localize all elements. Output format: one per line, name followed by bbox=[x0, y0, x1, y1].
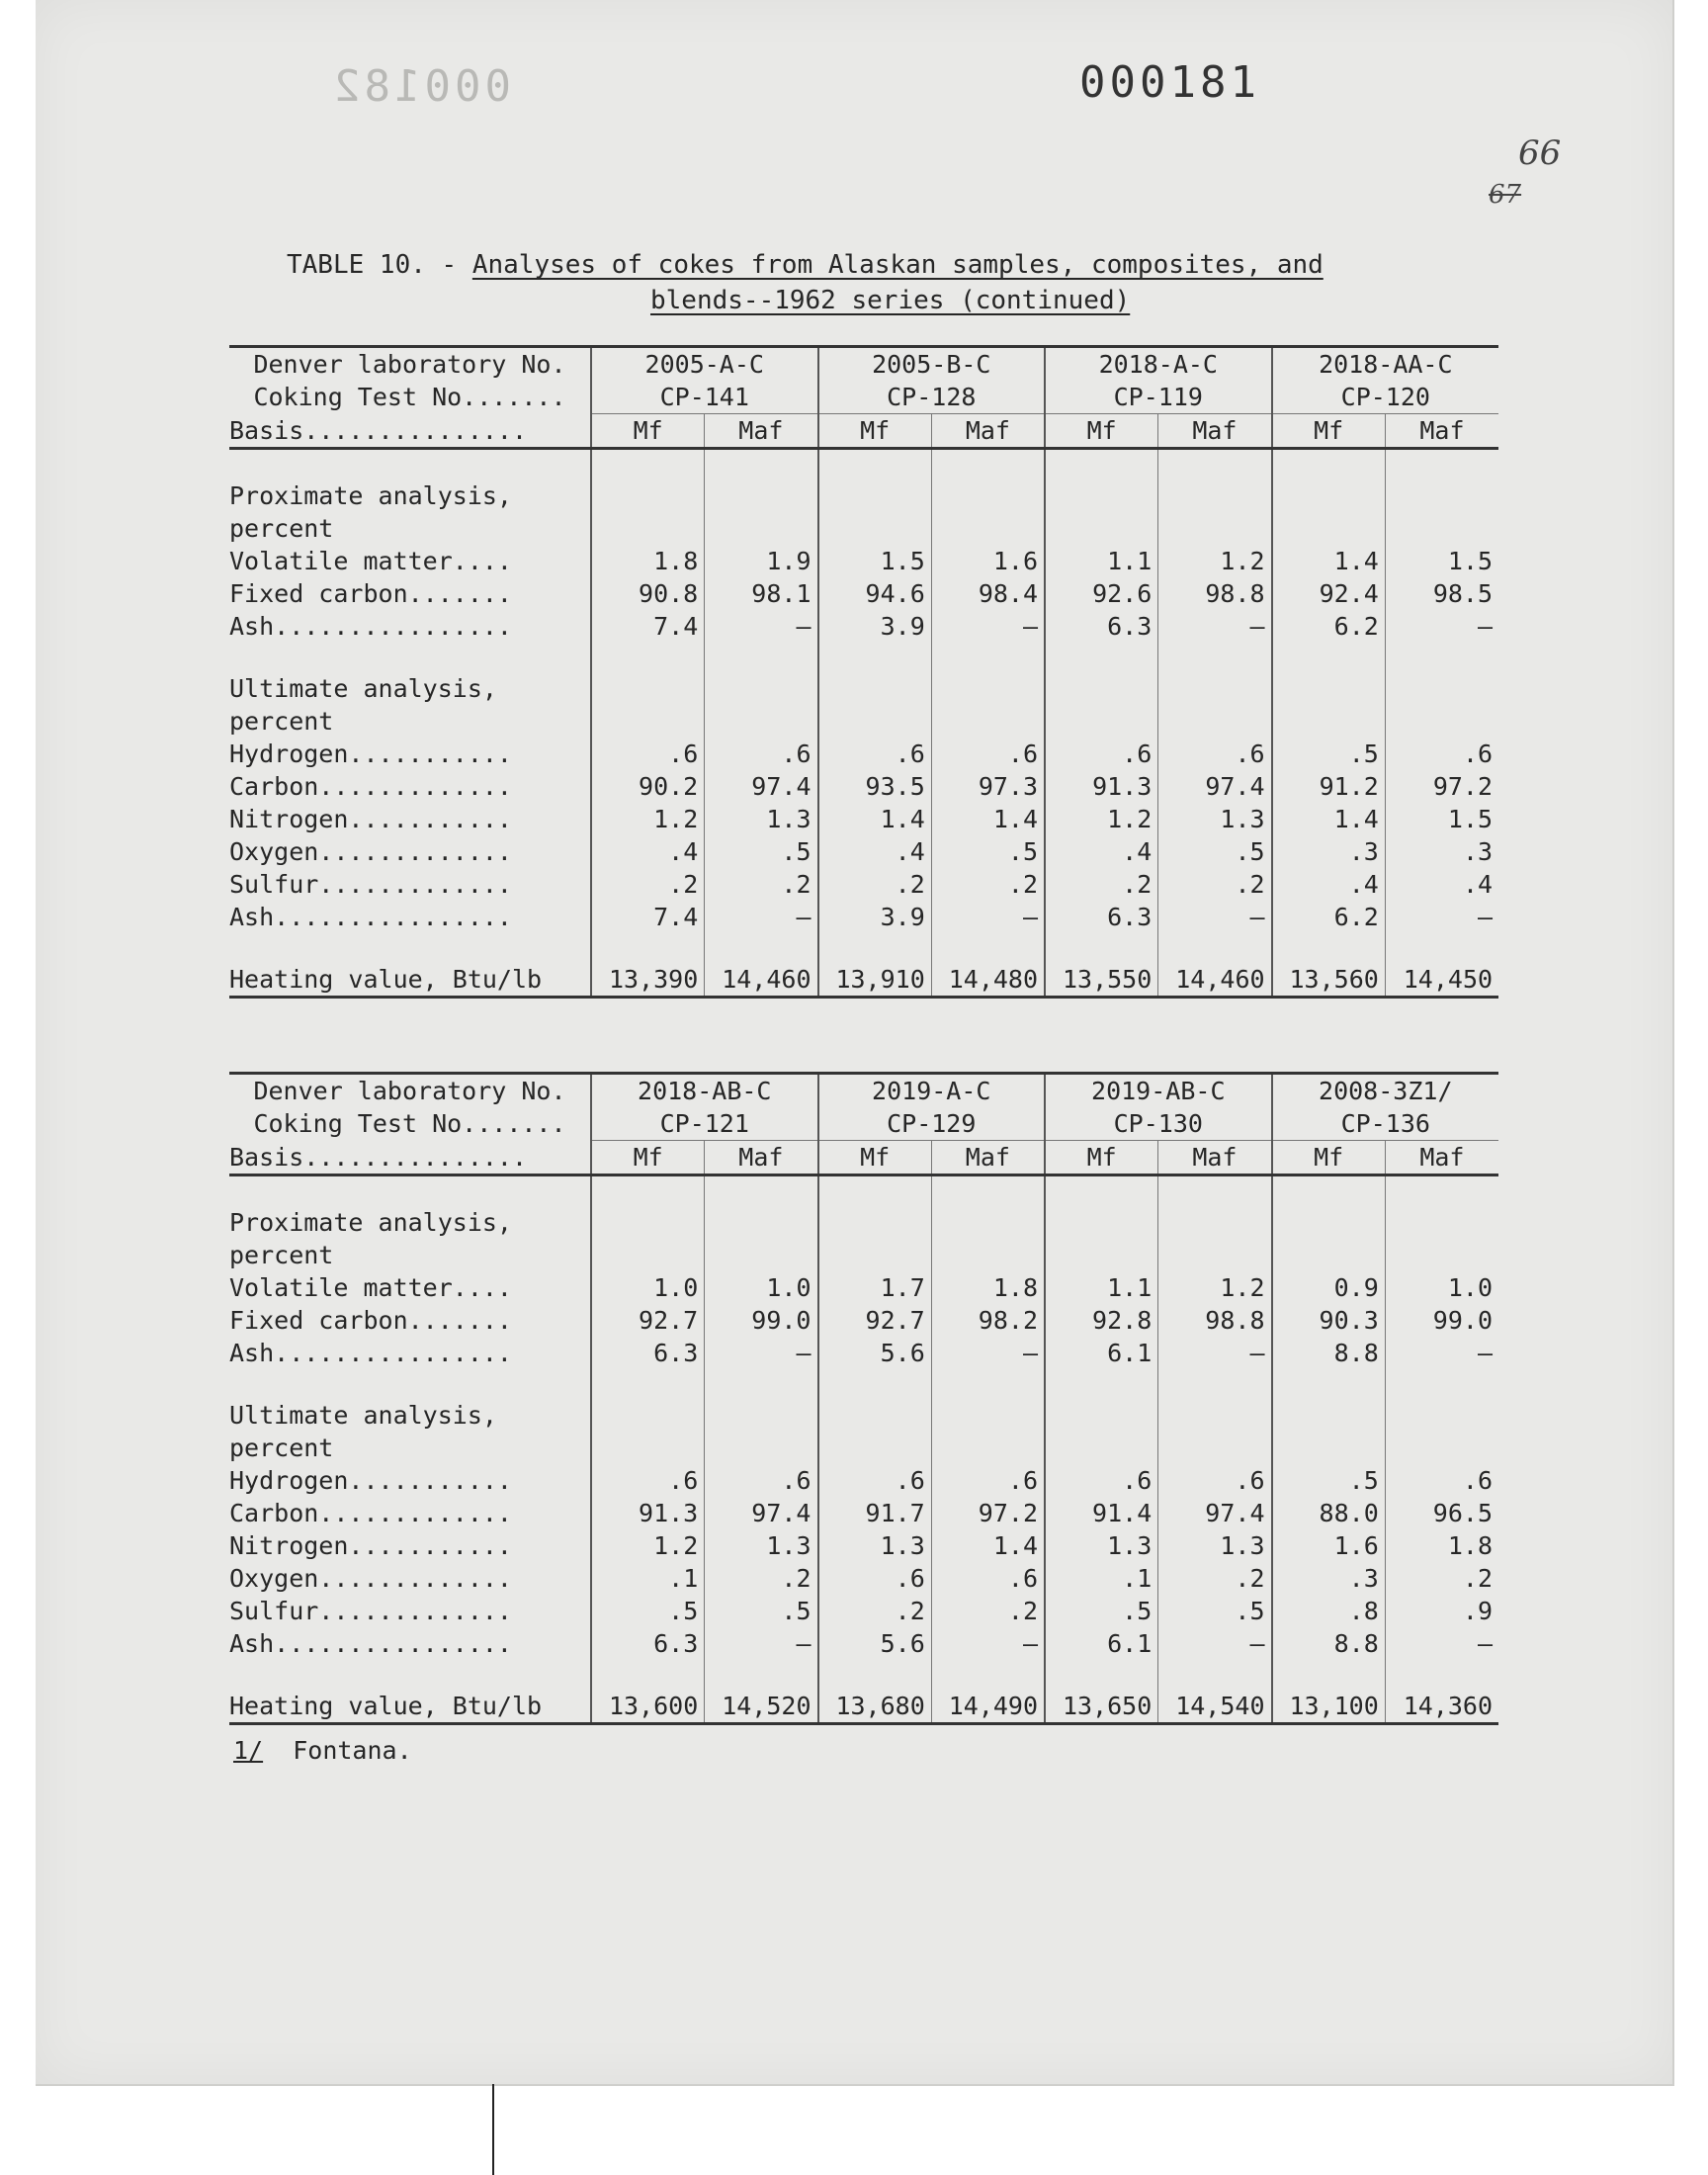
value-cell: .6 bbox=[931, 1562, 1045, 1595]
data-row-fixed-carbon bbox=[229, 577, 1498, 610]
section-label-percent: percent bbox=[229, 1241, 334, 1269]
value-cell: 1.4 bbox=[1272, 545, 1386, 577]
footnote-text: Fontana. bbox=[293, 1736, 412, 1765]
value-cell: 1.2 bbox=[1158, 1271, 1272, 1304]
value-cell: .4 bbox=[1385, 868, 1498, 901]
value-cell: 90.2 bbox=[591, 770, 705, 803]
value-cell: .2 bbox=[591, 868, 705, 901]
value-cell: .2 bbox=[931, 1595, 1045, 1627]
basis-mf: Mf bbox=[591, 414, 705, 449]
value-cell: 98.1 bbox=[705, 577, 818, 610]
value-cell: 8.8 bbox=[1272, 1627, 1386, 1660]
value-cell: — bbox=[705, 1627, 818, 1660]
value-cell: 14,520 bbox=[705, 1690, 818, 1724]
value-cell: .4 bbox=[818, 835, 932, 868]
group-test-number: CP-141 bbox=[591, 381, 818, 414]
row-label-ash: Ash................ bbox=[229, 1629, 512, 1658]
group-test-number: CP-120 bbox=[1272, 381, 1499, 414]
row-label-ash: Ash................ bbox=[229, 1339, 512, 1367]
value-cell: 99.0 bbox=[705, 1304, 818, 1337]
value-cell: — bbox=[931, 610, 1045, 643]
value-cell: .6 bbox=[1385, 738, 1498, 770]
row-label-volatile-matter: Volatile matter.... bbox=[229, 547, 512, 575]
value-cell: 1.8 bbox=[931, 1271, 1045, 1304]
basis-maf: Maf bbox=[1385, 1141, 1498, 1175]
value-cell: .6 bbox=[1158, 1464, 1272, 1497]
value-cell: 1.4 bbox=[931, 803, 1045, 835]
table-title-line2: blends--1962 series (continued) bbox=[650, 286, 1131, 315]
basis-mf: Mf bbox=[591, 1141, 705, 1175]
value-cell: .3 bbox=[1385, 835, 1498, 868]
value-cell: .5 bbox=[591, 1595, 705, 1627]
table-title bbox=[287, 247, 1423, 318]
value-cell: 14,460 bbox=[1158, 963, 1272, 998]
value-cell: 1.3 bbox=[1158, 803, 1272, 835]
value-cell: .2 bbox=[1158, 1562, 1272, 1595]
value-cell: 98.4 bbox=[931, 577, 1045, 610]
value-cell: 96.5 bbox=[1385, 1497, 1498, 1529]
value-cell: .5 bbox=[705, 1595, 818, 1627]
value-cell: 1.5 bbox=[818, 545, 932, 577]
value-cell: — bbox=[1385, 1337, 1498, 1369]
label-lab-number: Denver laboratory No. bbox=[229, 1074, 591, 1108]
value-cell: 6.1 bbox=[1045, 1337, 1158, 1369]
section-row-ultimate bbox=[229, 672, 1498, 705]
row-label-nitrogen: Nitrogen........... bbox=[229, 1531, 512, 1560]
group-test-number: CP-128 bbox=[818, 381, 1046, 414]
value-cell: 99.0 bbox=[1385, 1304, 1498, 1337]
value-cell: 1.5 bbox=[1385, 545, 1498, 577]
value-cell: 91.7 bbox=[818, 1497, 932, 1529]
value-cell: 1.9 bbox=[705, 545, 818, 577]
header-row-lab-number bbox=[229, 347, 1498, 382]
value-cell: — bbox=[705, 610, 818, 643]
value-cell: .6 bbox=[705, 1464, 818, 1497]
value-cell: — bbox=[1158, 610, 1272, 643]
value-cell: 92.6 bbox=[1045, 577, 1158, 610]
basis-mf: Mf bbox=[818, 1141, 932, 1175]
value-cell: 1.0 bbox=[1385, 1271, 1498, 1304]
data-row-sulfur bbox=[229, 1595, 1498, 1627]
value-cell: .5 bbox=[931, 835, 1045, 868]
value-cell: 1.1 bbox=[1045, 545, 1158, 577]
row-label-ash: Ash................ bbox=[229, 612, 512, 641]
value-cell: 6.1 bbox=[1045, 1627, 1158, 1660]
value-cell: .2 bbox=[818, 868, 932, 901]
value-cell: 5.6 bbox=[818, 1337, 932, 1369]
value-cell: 14,540 bbox=[1158, 1690, 1272, 1724]
data-row-volatile-matter bbox=[229, 545, 1498, 577]
value-cell: .6 bbox=[1045, 738, 1158, 770]
coke-analysis-table-2 bbox=[229, 1072, 1498, 1725]
section-label-proximate: Proximate analysis, bbox=[229, 481, 512, 510]
header-row-lab-number bbox=[229, 1074, 1498, 1108]
value-cell: 97.4 bbox=[1158, 1497, 1272, 1529]
value-cell: 6.3 bbox=[591, 1337, 705, 1369]
value-cell: 1.8 bbox=[1385, 1529, 1498, 1562]
data-row-ash-ultimate bbox=[229, 1627, 1498, 1660]
row-label-heating-value: Heating value, Btu/lb bbox=[229, 963, 591, 998]
value-cell: 3.9 bbox=[818, 901, 932, 933]
value-cell: 13,100 bbox=[1272, 1690, 1386, 1724]
basis-mf: Mf bbox=[1045, 1141, 1158, 1175]
group-lab-number: 2018-AA-C bbox=[1272, 347, 1499, 382]
section-label-ultimate: Ultimate analysis, bbox=[229, 674, 497, 703]
value-cell: .9 bbox=[1385, 1595, 1498, 1627]
section-row-percent bbox=[229, 705, 1498, 738]
group-test-number: CP-130 bbox=[1045, 1107, 1272, 1141]
value-cell: 1.4 bbox=[818, 803, 932, 835]
value-cell: 1.3 bbox=[1158, 1529, 1272, 1562]
handwritten-page-number: 66 bbox=[1518, 133, 1562, 173]
data-row-oxygen bbox=[229, 1562, 1498, 1595]
group-lab-number: 2018-A-C bbox=[1045, 347, 1272, 382]
value-cell: .6 bbox=[591, 738, 705, 770]
row-label-hydrogen: Hydrogen........... bbox=[229, 1466, 512, 1495]
table-title-lead: TABLE 10. - bbox=[287, 250, 472, 280]
value-cell: 7.4 bbox=[591, 610, 705, 643]
data-row-heating-value bbox=[229, 1690, 1498, 1724]
row-label-fixed-carbon: Fixed carbon....... bbox=[229, 579, 512, 608]
value-cell: 6.3 bbox=[1045, 610, 1158, 643]
value-cell: 98.8 bbox=[1158, 577, 1272, 610]
value-cell: 1.0 bbox=[591, 1271, 705, 1304]
value-cell: 97.2 bbox=[1385, 770, 1498, 803]
value-cell: 14,480 bbox=[931, 963, 1045, 998]
value-cell: — bbox=[931, 1627, 1045, 1660]
value-cell: 1.5 bbox=[1385, 803, 1498, 835]
basis-maf: Maf bbox=[1158, 414, 1272, 449]
value-cell: 92.7 bbox=[591, 1304, 705, 1337]
value-cell: 1.8 bbox=[591, 545, 705, 577]
header-row-basis bbox=[229, 414, 1498, 449]
value-cell: 1.4 bbox=[1272, 803, 1386, 835]
page-stamp-number: 000181 bbox=[1079, 57, 1260, 108]
value-cell: 90.8 bbox=[591, 577, 705, 610]
value-cell: 6.2 bbox=[1272, 610, 1386, 643]
data-row-carbon bbox=[229, 770, 1498, 803]
group-test-number: CP-129 bbox=[818, 1107, 1046, 1141]
row-label-volatile-matter: Volatile matter.... bbox=[229, 1273, 512, 1302]
basis-mf: Mf bbox=[1272, 1141, 1386, 1175]
value-cell: .6 bbox=[818, 738, 932, 770]
basis-mf: Mf bbox=[1045, 414, 1158, 449]
table-title-line1: Analyses of cokes from Alaskan samples, composites, and bbox=[471, 250, 1324, 280]
value-cell: 14,360 bbox=[1385, 1690, 1498, 1724]
value-cell: .6 bbox=[818, 1464, 932, 1497]
basis-maf: Maf bbox=[1158, 1141, 1272, 1175]
value-cell: 1.3 bbox=[705, 1529, 818, 1562]
value-cell: 92.7 bbox=[818, 1304, 932, 1337]
footnote-mark: 1/ bbox=[233, 1736, 264, 1765]
data-row-volatile-matter bbox=[229, 1271, 1498, 1304]
value-cell: 1.0 bbox=[705, 1271, 818, 1304]
group-test-number: CP-119 bbox=[1045, 381, 1272, 414]
row-label-carbon: Carbon............. bbox=[229, 772, 512, 801]
value-cell: — bbox=[1158, 1627, 1272, 1660]
value-cell: 6.3 bbox=[591, 1627, 705, 1660]
section-row-proximate bbox=[229, 1206, 1498, 1239]
value-cell: .2 bbox=[705, 868, 818, 901]
section-label-percent: percent bbox=[229, 1434, 334, 1462]
value-cell: 1.6 bbox=[931, 545, 1045, 577]
data-row-fixed-carbon bbox=[229, 1304, 1498, 1337]
value-cell: 8.8 bbox=[1272, 1337, 1386, 1369]
value-cell: 92.4 bbox=[1272, 577, 1386, 610]
value-cell: 13,910 bbox=[818, 963, 932, 998]
value-cell: 14,450 bbox=[1385, 963, 1498, 998]
basis-mf: Mf bbox=[1272, 414, 1386, 449]
section-row-percent bbox=[229, 512, 1498, 545]
value-cell: 14,460 bbox=[705, 963, 818, 998]
section-label-percent: percent bbox=[229, 707, 334, 736]
data-row-ash-ultimate bbox=[229, 901, 1498, 933]
value-cell: .6 bbox=[591, 1464, 705, 1497]
value-cell: 91.4 bbox=[1045, 1497, 1158, 1529]
value-cell: 13,680 bbox=[818, 1690, 932, 1724]
section-row-percent bbox=[229, 1432, 1498, 1464]
data-row-ash-proximate bbox=[229, 610, 1498, 643]
data-row-ash-proximate bbox=[229, 1337, 1498, 1369]
value-cell: .2 bbox=[931, 868, 1045, 901]
basis-maf: Maf bbox=[705, 1141, 818, 1175]
value-cell: 7.4 bbox=[591, 901, 705, 933]
value-cell: 1.3 bbox=[818, 1529, 932, 1562]
value-cell: 13,650 bbox=[1045, 1690, 1158, 1724]
header-row-test-number bbox=[229, 381, 1498, 414]
basis-maf: Maf bbox=[1385, 414, 1498, 449]
row-label-carbon: Carbon............. bbox=[229, 1499, 512, 1527]
bleed-through-stamp: 000182 bbox=[330, 61, 511, 112]
basis-maf: Maf bbox=[705, 414, 818, 449]
value-cell: .1 bbox=[591, 1562, 705, 1595]
value-cell: 13,390 bbox=[591, 963, 705, 998]
group-lab-number: 2005-A-C bbox=[591, 347, 818, 382]
row-label-ash: Ash................ bbox=[229, 903, 512, 931]
group-lab-number: 2018-AB-C bbox=[591, 1074, 818, 1108]
value-cell: 5.6 bbox=[818, 1627, 932, 1660]
data-row-oxygen bbox=[229, 835, 1498, 868]
value-cell: 13,560 bbox=[1272, 963, 1386, 998]
value-cell: — bbox=[1158, 901, 1272, 933]
group-test-number: CP-121 bbox=[591, 1107, 818, 1141]
value-cell: 1.4 bbox=[931, 1529, 1045, 1562]
label-lab-number: Denver laboratory No. bbox=[229, 347, 591, 382]
row-label-oxygen: Oxygen............. bbox=[229, 837, 512, 866]
group-lab-number: 2019-A-C bbox=[818, 1074, 1046, 1108]
value-cell: 97.4 bbox=[705, 770, 818, 803]
value-cell: 1.2 bbox=[591, 803, 705, 835]
value-cell: 1.7 bbox=[818, 1271, 932, 1304]
value-cell: 91.3 bbox=[1045, 770, 1158, 803]
value-cell: .4 bbox=[591, 835, 705, 868]
value-cell: 91.2 bbox=[1272, 770, 1386, 803]
value-cell: — bbox=[1385, 1627, 1498, 1660]
value-cell: 97.4 bbox=[1158, 770, 1272, 803]
section-label-proximate: Proximate analysis, bbox=[229, 1208, 512, 1237]
row-label-sulfur: Sulfur............. bbox=[229, 1597, 512, 1625]
value-cell: 88.0 bbox=[1272, 1497, 1386, 1529]
value-cell: 1.1 bbox=[1045, 1271, 1158, 1304]
value-cell: 92.8 bbox=[1045, 1304, 1158, 1337]
coke-analysis-table-1 bbox=[229, 345, 1498, 999]
group-lab-number: 2008-3Z1/ bbox=[1272, 1074, 1499, 1108]
value-cell: 98.5 bbox=[1385, 577, 1498, 610]
value-cell: .6 bbox=[818, 1562, 932, 1595]
data-row-hydrogen bbox=[229, 1464, 1498, 1497]
data-row-carbon bbox=[229, 1497, 1498, 1529]
value-cell: 98.8 bbox=[1158, 1304, 1272, 1337]
group-lab-number: 2005-B-C bbox=[818, 347, 1046, 382]
section-label-percent: percent bbox=[229, 514, 334, 543]
data-row-hydrogen bbox=[229, 738, 1498, 770]
row-label-hydrogen: Hydrogen........... bbox=[229, 740, 512, 768]
value-cell: — bbox=[705, 901, 818, 933]
value-cell: 1.2 bbox=[1158, 545, 1272, 577]
scan-edge-line bbox=[492, 2084, 494, 2175]
section-row-percent bbox=[229, 1239, 1498, 1271]
section-row-ultimate bbox=[229, 1399, 1498, 1432]
label-test-number: Coking Test No....... bbox=[253, 383, 566, 412]
value-cell: .6 bbox=[1385, 1464, 1498, 1497]
footnote bbox=[233, 1736, 412, 1765]
group-test-number: CP-136 bbox=[1272, 1107, 1499, 1141]
value-cell: .2 bbox=[1385, 1562, 1498, 1595]
value-cell: .6 bbox=[931, 1464, 1045, 1497]
section-label-ultimate: Ultimate analysis, bbox=[229, 1401, 497, 1430]
group-lab-number: 2019-AB-C bbox=[1045, 1074, 1272, 1108]
value-cell: .2 bbox=[1045, 868, 1158, 901]
section-row-proximate bbox=[229, 479, 1498, 512]
value-cell: .2 bbox=[1158, 868, 1272, 901]
value-cell: 91.3 bbox=[591, 1497, 705, 1529]
basis-mf: Mf bbox=[818, 414, 932, 449]
value-cell: .5 bbox=[1158, 835, 1272, 868]
value-cell: 13,600 bbox=[591, 1690, 705, 1724]
value-cell: — bbox=[1385, 901, 1498, 933]
value-cell: 0.9 bbox=[1272, 1271, 1386, 1304]
value-cell: .5 bbox=[1158, 1595, 1272, 1627]
row-label-nitrogen: Nitrogen........... bbox=[229, 805, 512, 833]
value-cell: 3.9 bbox=[818, 610, 932, 643]
value-cell: — bbox=[1385, 610, 1498, 643]
value-cell: — bbox=[931, 901, 1045, 933]
struck-page-number: 67 bbox=[1489, 180, 1522, 210]
value-cell: 94.6 bbox=[818, 577, 932, 610]
value-cell: .6 bbox=[705, 738, 818, 770]
value-cell: 1.2 bbox=[591, 1529, 705, 1562]
header-row-basis bbox=[229, 1141, 1498, 1175]
label-basis: Basis............... bbox=[229, 1141, 591, 1175]
value-cell: .5 bbox=[1045, 1595, 1158, 1627]
row-label-sulfur: Sulfur............. bbox=[229, 870, 512, 899]
row-label-heating-value: Heating value, Btu/lb bbox=[229, 1690, 591, 1724]
value-cell: 1.3 bbox=[705, 803, 818, 835]
value-cell: .2 bbox=[818, 1595, 932, 1627]
value-cell: .6 bbox=[931, 738, 1045, 770]
value-cell: .8 bbox=[1272, 1595, 1386, 1627]
value-cell: .6 bbox=[1158, 738, 1272, 770]
value-cell: .3 bbox=[1272, 835, 1386, 868]
value-cell: 13,550 bbox=[1045, 963, 1158, 998]
value-cell: 97.3 bbox=[931, 770, 1045, 803]
value-cell: .6 bbox=[1045, 1464, 1158, 1497]
value-cell: .5 bbox=[1272, 738, 1386, 770]
value-cell: 6.3 bbox=[1045, 901, 1158, 933]
value-cell: 14,490 bbox=[931, 1690, 1045, 1724]
basis-maf: Maf bbox=[931, 414, 1045, 449]
value-cell: 97.4 bbox=[705, 1497, 818, 1529]
row-label-oxygen: Oxygen............. bbox=[229, 1564, 512, 1593]
value-cell: 1.3 bbox=[1045, 1529, 1158, 1562]
value-cell: 1.2 bbox=[1045, 803, 1158, 835]
value-cell: — bbox=[1158, 1337, 1272, 1369]
value-cell: .2 bbox=[705, 1562, 818, 1595]
data-row-heating-value bbox=[229, 963, 1498, 998]
value-cell: 6.2 bbox=[1272, 901, 1386, 933]
value-cell: 90.3 bbox=[1272, 1304, 1386, 1337]
header-row-test-number bbox=[229, 1107, 1498, 1141]
value-cell: .5 bbox=[1272, 1464, 1386, 1497]
value-cell: 97.2 bbox=[931, 1497, 1045, 1529]
row-label-fixed-carbon: Fixed carbon....... bbox=[229, 1306, 512, 1335]
label-basis: Basis............... bbox=[229, 414, 591, 449]
value-cell: .5 bbox=[705, 835, 818, 868]
value-cell: — bbox=[705, 1337, 818, 1369]
value-cell: 93.5 bbox=[818, 770, 932, 803]
value-cell: .1 bbox=[1045, 1562, 1158, 1595]
data-row-sulfur bbox=[229, 868, 1498, 901]
value-cell: — bbox=[931, 1337, 1045, 1369]
data-row-nitrogen bbox=[229, 803, 1498, 835]
value-cell: .4 bbox=[1045, 835, 1158, 868]
value-cell: 98.2 bbox=[931, 1304, 1045, 1337]
value-cell: .4 bbox=[1272, 868, 1386, 901]
value-cell: 1.6 bbox=[1272, 1529, 1386, 1562]
basis-maf: Maf bbox=[931, 1141, 1045, 1175]
value-cell: .3 bbox=[1272, 1562, 1386, 1595]
data-row-nitrogen bbox=[229, 1529, 1498, 1562]
label-test-number: Coking Test No....... bbox=[253, 1109, 566, 1139]
